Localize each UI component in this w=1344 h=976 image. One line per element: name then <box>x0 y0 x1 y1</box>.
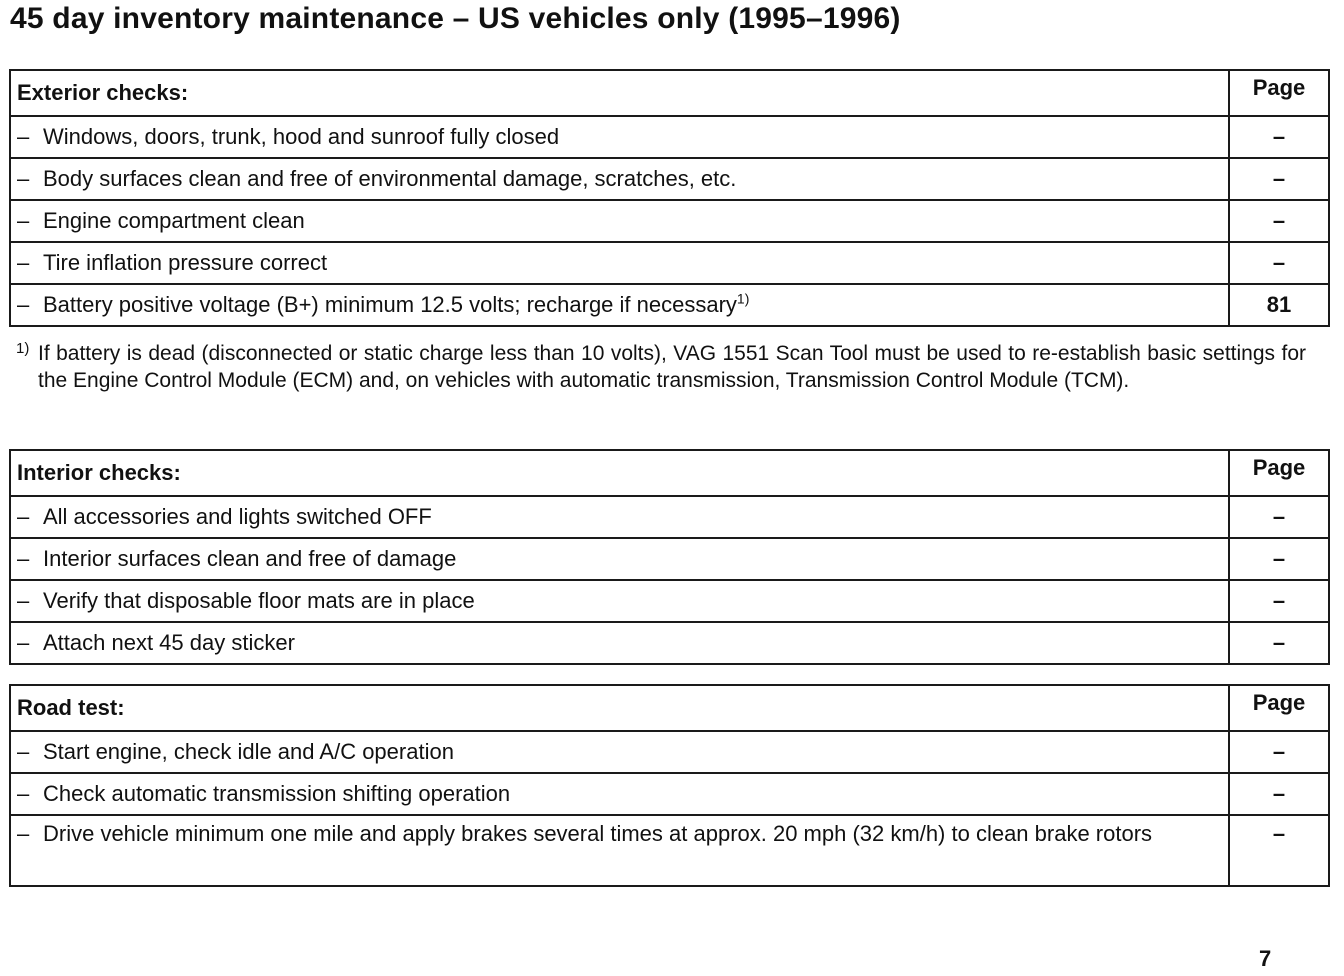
table-row <box>10 242 1329 284</box>
check-item-text: Battery positive voltage (B+) minimum 12.5 volts; recharge if necessary <box>43 292 737 317</box>
item-dash: – <box>17 504 30 529</box>
check-item-text: Interior surfaces clean and free of damage <box>43 546 457 571</box>
check-item-text: Engine compartment clean <box>43 208 305 233</box>
table-row <box>10 731 1329 773</box>
footnote-text: If battery is dead (disconnected or static charge less than 10 volts), VAG 1551 Scan Tool must be used to re-establish basic settings for the Engine Control Module (ECM) and, on vehicles with automatic transmission, Transmission Control Module (TCM). <box>38 342 1306 392</box>
check-item-text: Tire inflation pressure correct <box>43 250 328 275</box>
page-reference: – <box>1272 166 1286 191</box>
page-number: 7 <box>1259 946 1272 971</box>
item-dash: – <box>17 588 30 613</box>
page-column-heading: Page <box>1229 70 1329 116</box>
table-row <box>10 773 1329 815</box>
page-reference: – <box>1272 588 1286 613</box>
interior-checks-table <box>9 449 1330 665</box>
page-column-heading: Page <box>1229 450 1329 496</box>
table-row <box>10 116 1329 158</box>
table-row <box>10 200 1329 242</box>
page-column-heading: Page <box>1229 685 1329 731</box>
page-reference: – <box>1272 546 1286 571</box>
table-row <box>10 538 1329 580</box>
item-dash: – <box>17 292 30 317</box>
item-dash: – <box>17 166 30 191</box>
check-item-text: Attach next 45 day sticker <box>43 630 295 655</box>
exterior-checks-table <box>9 69 1330 327</box>
table-row <box>10 158 1329 200</box>
section-heading: Road test: <box>10 685 1229 731</box>
footnote <box>16 340 1306 394</box>
item-dash: – <box>17 124 30 149</box>
item-dash: – <box>17 739 30 764</box>
footnote-reference: 1) <box>736 290 750 307</box>
page-reference: – <box>1272 250 1286 275</box>
footnote-marker: 1) <box>16 340 30 357</box>
item-dash: – <box>17 781 30 806</box>
table-header-row <box>10 70 1329 116</box>
page-reference: – <box>1272 124 1286 149</box>
table-row <box>10 580 1329 622</box>
item-dash: – <box>17 546 30 571</box>
section-heading: Exterior checks: <box>10 70 1229 116</box>
table-row <box>10 622 1329 664</box>
item-dash: – <box>17 250 30 275</box>
table-row <box>10 815 1329 886</box>
section-heading: Interior checks: <box>10 450 1229 496</box>
check-item-text: Drive vehicle minimum one mile and apply brakes several times at approx. 20 mph (32 km/h) to clean brake rotors <box>43 821 1153 846</box>
page-reference: – <box>1272 504 1286 529</box>
table-row <box>10 496 1329 538</box>
page-reference: – <box>1272 630 1286 655</box>
table-row <box>10 284 1329 326</box>
page-reference: 81 <box>1266 292 1292 317</box>
check-item-text: Body surfaces clean and free of environmental damage, scratches, etc. <box>43 166 737 191</box>
check-item-text: Check automatic transmission shifting operation <box>43 781 511 806</box>
page-reference: – <box>1272 821 1286 846</box>
item-dash: – <box>17 630 30 655</box>
page-reference: – <box>1272 739 1286 764</box>
page-reference: – <box>1272 208 1286 233</box>
road-test-table <box>9 684 1330 887</box>
page-reference: – <box>1272 781 1286 806</box>
check-item-text: All accessories and lights switched OFF <box>43 504 432 529</box>
check-item-text: Verify that disposable floor mats are in place <box>43 588 475 613</box>
item-dash: – <box>17 208 30 233</box>
table-header-row <box>10 685 1329 731</box>
item-dash: – <box>17 821 30 846</box>
check-item-text: Start engine, check idle and A/C operation <box>43 739 454 764</box>
page-title: 45 day inventory maintenance – US vehicles only (1995–1996) <box>10 2 901 35</box>
check-item-text: Windows, doors, trunk, hood and sunroof fully closed <box>43 124 560 149</box>
table-header-row <box>10 450 1329 496</box>
